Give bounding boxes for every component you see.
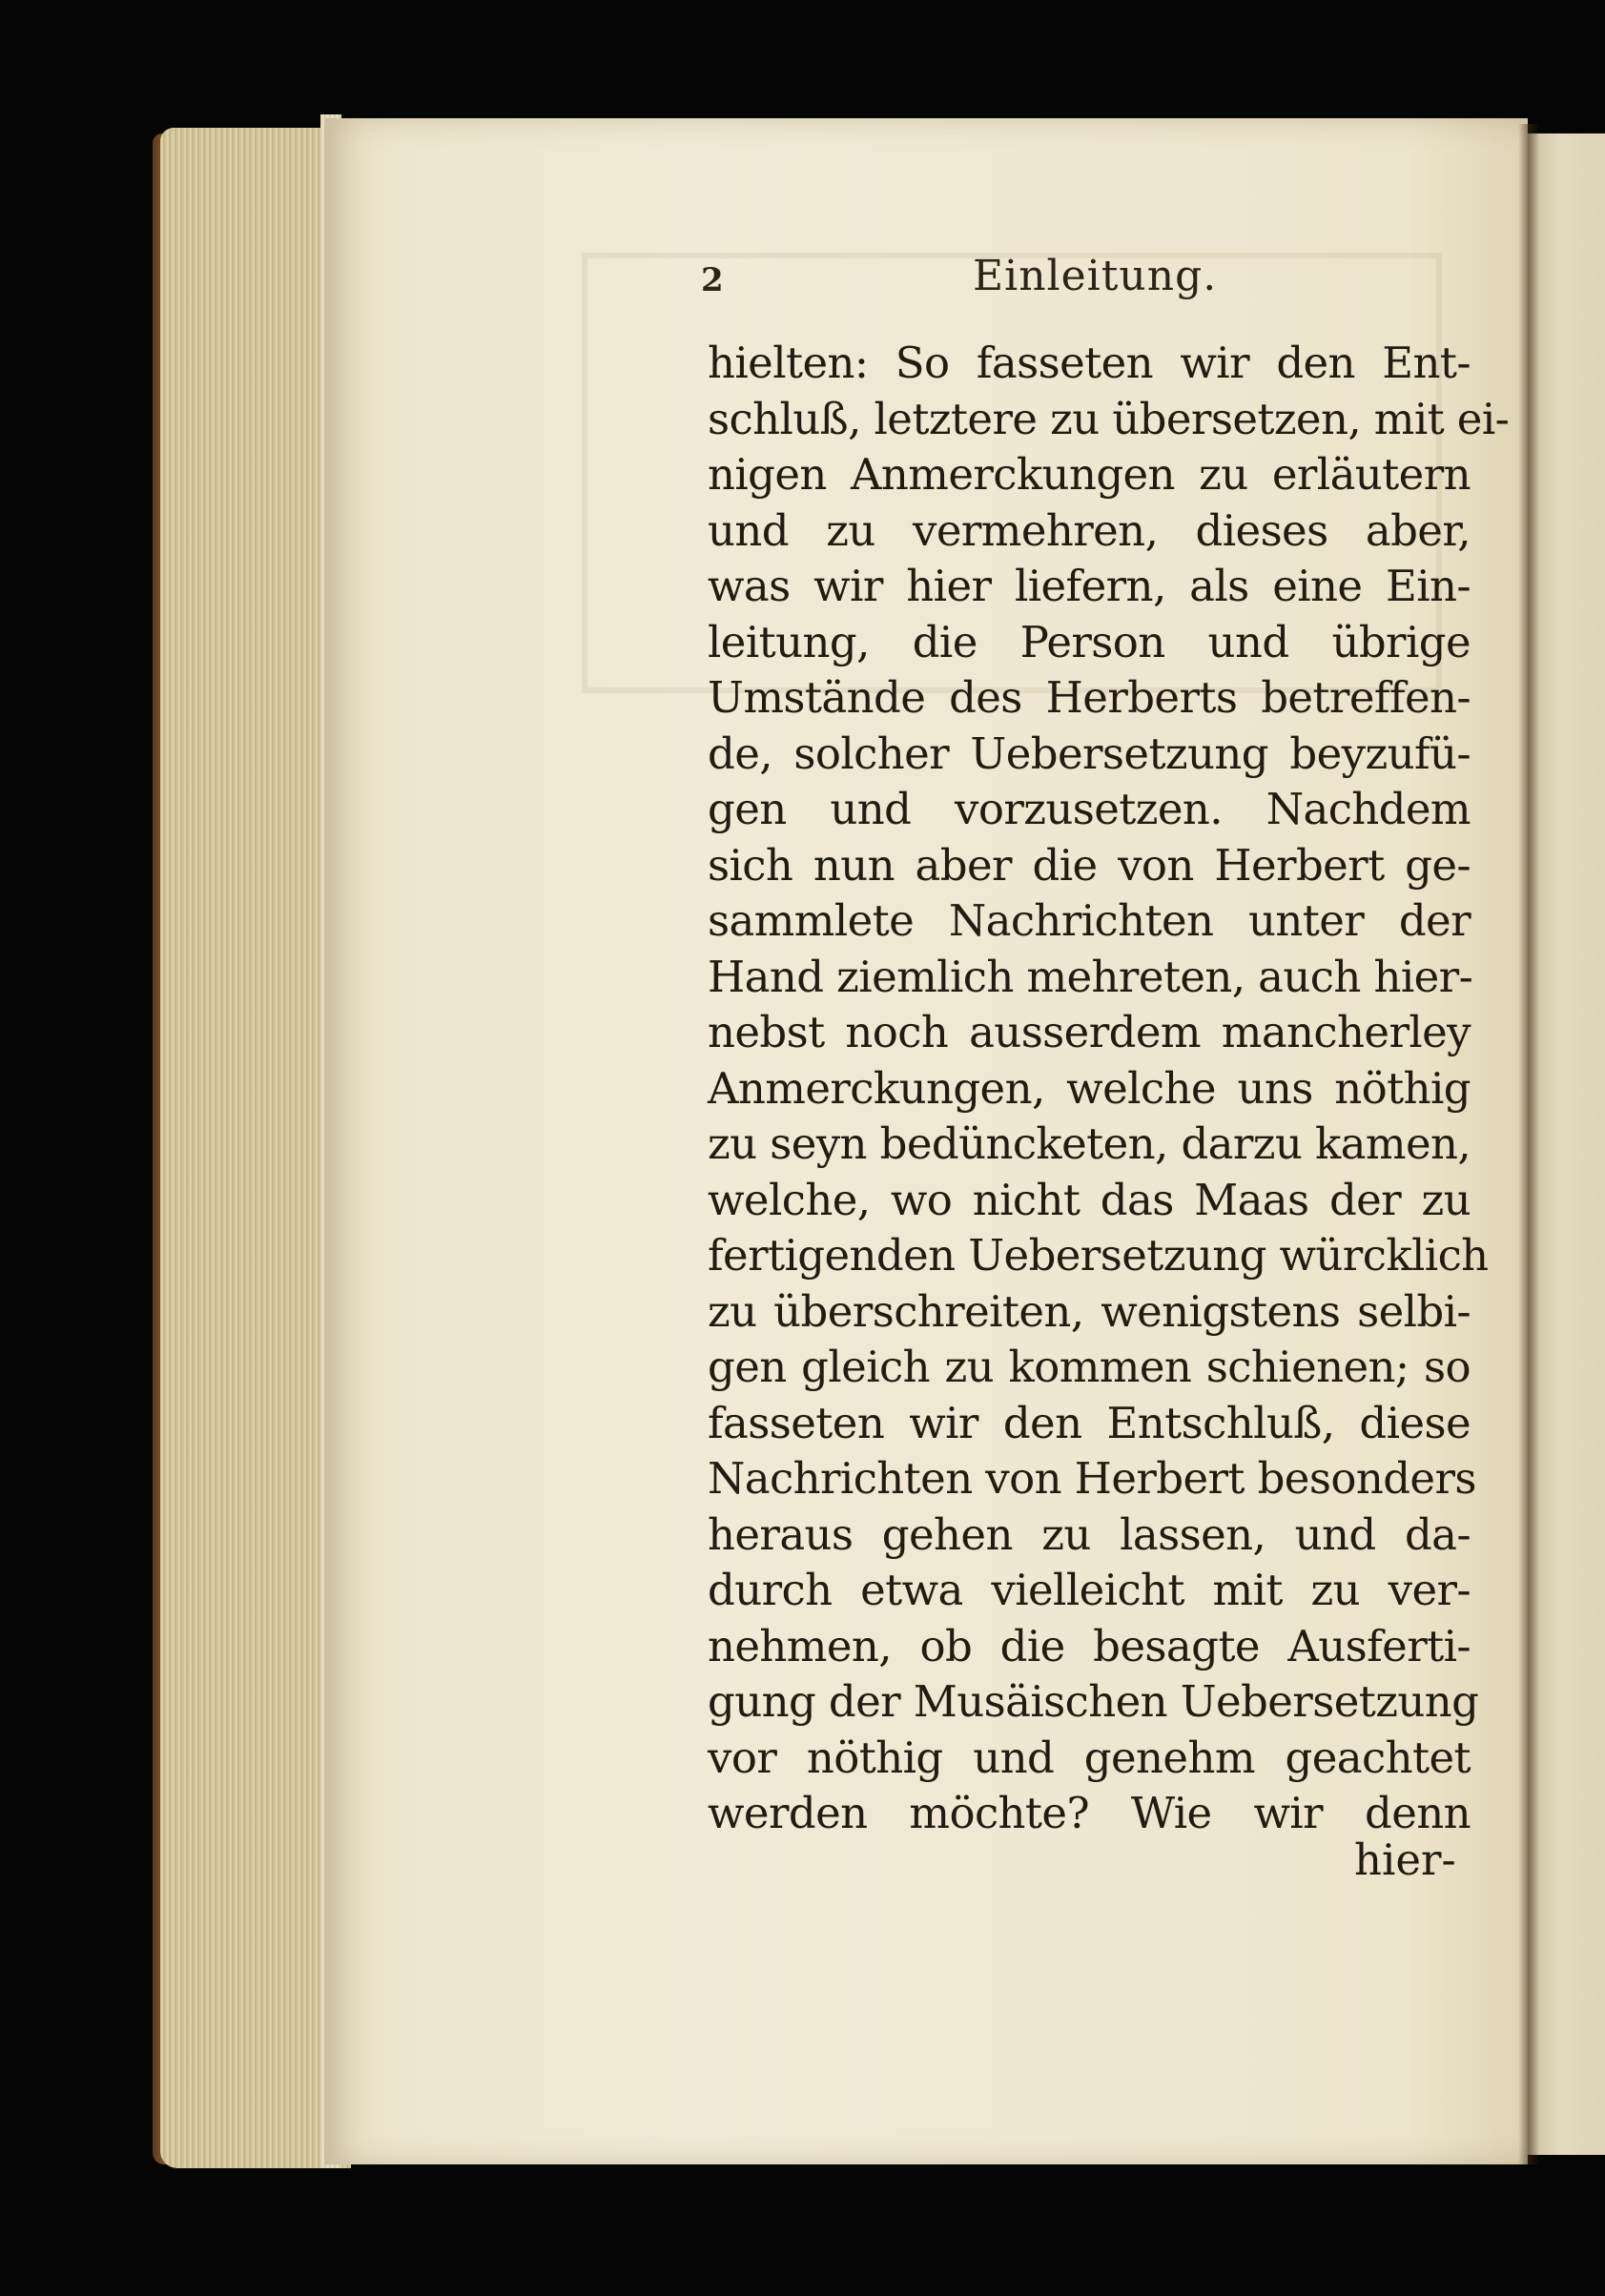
book-gutter bbox=[1518, 124, 1539, 2164]
text-line: was wir hier liefern, als eine Ein- bbox=[708, 561, 1471, 611]
text-line: Umstände des Herberts betreffen- bbox=[708, 672, 1471, 723]
text-line: nehmen, ob die besagte Ausferti- bbox=[708, 1620, 1471, 1671]
text-line: vor nöthig und genehm geachtet bbox=[708, 1732, 1471, 1783]
text-line: gen gleich zu kommen schienen; so bbox=[708, 1342, 1471, 1392]
running-title: Einleitung. bbox=[973, 252, 1218, 300]
text-line: welche, wo nicht das Maas der zu bbox=[708, 1174, 1471, 1225]
text-line: nigen Anmerckungen zu erläutern bbox=[708, 449, 1471, 500]
text-line: nebst noch ausserdem mancherley bbox=[708, 1007, 1471, 1057]
text-line: werden möchte? Wie wir denn bbox=[708, 1788, 1471, 1838]
text-line: gung der Musäischen Uebersetzung bbox=[708, 1676, 1479, 1727]
text-line: fasseten wir den Entschluß, diese bbox=[708, 1397, 1471, 1448]
text-line: sammlete Nachrichten unter der bbox=[708, 895, 1471, 946]
text-line: schluß, letztere zu übersetzen, mit ei- bbox=[708, 393, 1510, 444]
text-line: zu seyn bedüncketen, darzu kamen, bbox=[708, 1118, 1471, 1169]
body-text bbox=[708, 336, 1510, 1842]
catchword: hier- bbox=[1354, 1835, 1456, 1885]
text-line: und zu vermehren, dieses aber, bbox=[708, 504, 1471, 556]
text-line: de, solcher Uebersetzung beyzufü- bbox=[708, 728, 1471, 779]
text-line: Anmerckungen, welche uns nöthig bbox=[708, 1062, 1471, 1114]
text-line: hielten: So fasseten wir den Ent- bbox=[708, 338, 1471, 388]
right-page-sliver bbox=[1528, 133, 1605, 2155]
page-header bbox=[701, 250, 1473, 317]
text-line: gen und vorzusetzen. Nachdem bbox=[708, 784, 1471, 834]
text-line: heraus gehen zu lassen, und da- bbox=[708, 1508, 1471, 1560]
text-line: durch etwa vielleicht mit zu ver- bbox=[708, 1565, 1471, 1615]
text-line: zu überschreiten, wenigstens selbi- bbox=[708, 1285, 1471, 1337]
text-line: sich nun aber die von Herbert ge- bbox=[708, 839, 1471, 891]
text-line: leitung, die Person und übrige bbox=[708, 616, 1471, 667]
text-line: Nachrichten von Herbert besonders bbox=[708, 1453, 1476, 1504]
page-number: 2 bbox=[701, 261, 724, 299]
text-line: fertigenden Uebersetzung würcklich bbox=[708, 1230, 1489, 1281]
text-line: Hand ziemlich mehreten, auch hier- bbox=[708, 951, 1473, 1002]
